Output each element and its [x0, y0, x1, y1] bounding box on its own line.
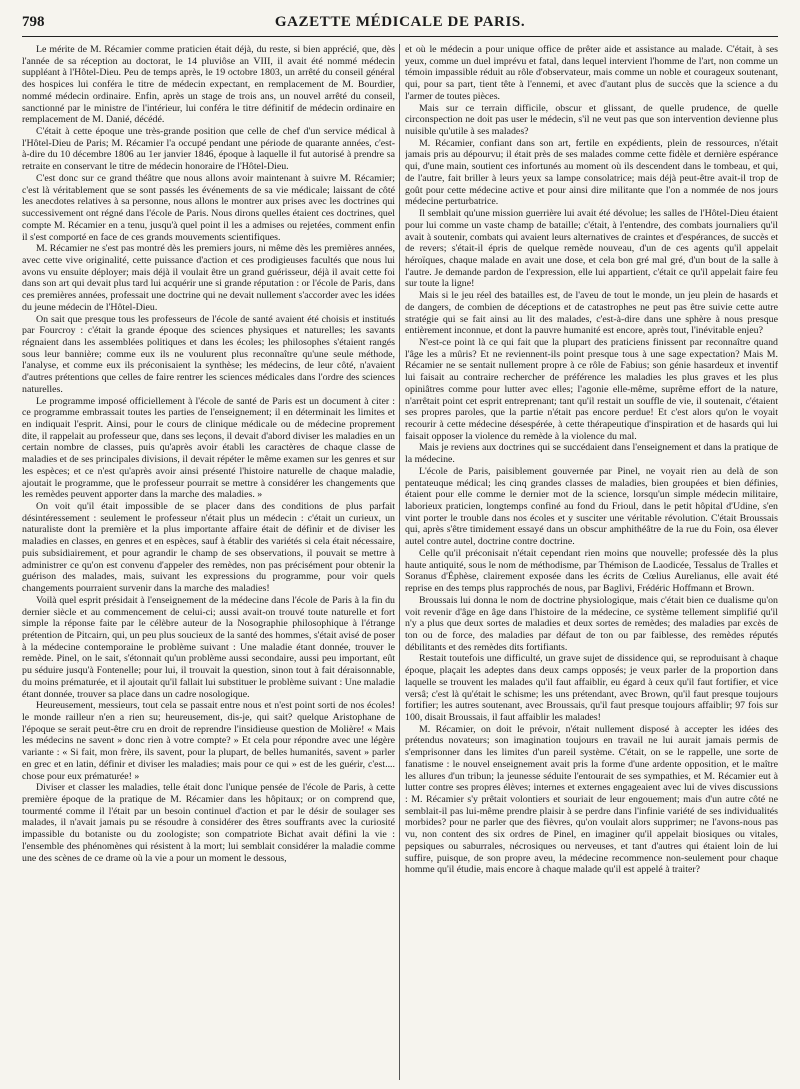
paragraph: M. Récamier, on doit le prévoir, n'était nullement disposé à accepter les idées des prétendus novateurs; son imagination toujours en travail ne lui aurait jamais permis de s'emprisonner dans les limites d'un pareil système. C'était, on se le rappelle, une sorte de fanatisme : le nouvel enseignement avait pris la forme d'une ardente opposition, et le maître les allures d'un tribun; la jeunesse séduite l'entourait de ses sympathies, et M. Récamier eut à lutter contre ses propres élèves; internes et externes engageaient avec lui de vives discussions : M. Récamier s'y prêtait volontiers et souriait de leur engouement; mais d'un autre côté ne semblait-il pas lui-même prendre plaisir à se perdre dans l'infinie variété de ses individualités morbides? pour ne parler que des fièvres, qu'on voulait alors supprimer; ne l'avons-nous pas vu, non content des six ordres de Pinel, en imaginer qu'il appelait biosiques ou vitales, pepsiques ou saburrales, nécrosiques ou nerveuses, et tant d'autres qui étaient loin de lui suffire, puisque, de son propre aveu, la médecine recommence non-seulement pour chaque homme qu'il étudie, mais encore à chaque malade qu'il est appelé à traiter?: [405, 723, 778, 876]
paragraph: Voilà quel esprit présidait à l'enseignement de la médecine dans l'école de Paris à la fin du dernier siècle et au commencement de celui-ci; aussi avait-on trouvé toute naturelle et fort simple la réponse faite par le célèbre auteur de la Nosographie philosophique à l'étrange prétention de Pitcairn, qui, un peu plus soucieux de la santé des hommes, s'était avisé de poser à la médecine contemporaine le problème suivant : Une maladie étant donnée, trouver le remède. Pinel, on le sait, s'étonnait qu'un problème aussi secondaire, aussi peu important, eût pu séduire jusqu'à Fontenelle; pour lui, il trouvait la question, sinon tout à fait déraisonnable, du moins prématurée, et il ajoutait qu'il fallait lui substituer le problème suivant : Une maladie étant donnée, trouver sa place dans un cadre nosologique.: [22, 594, 395, 700]
paragraph: Le programme imposé officiellement à l'école de santé de Paris est un document à citer : ce programme embrassait toutes les parties de l'enseignement; il en déterminait les limites et en indiquait l'esprit. Ainsi, pour le cours de clinique médicale ou de médecine proprement dite, il rappelait au professeur que, dans ses leçons, il devait d'abord diviser les maladies en un certain nombre de classes, puis qu'après avoir établi les caractères de chaque classe de maladies et de ses principales divisions, il devait répéter le même examen sur les genres et sur les espèces; et ce n'est qu'après avoir ainsi présenté l'histoire naturelle de chaque maladie, ajoutait le programme, que le professeur pourrait se mettre à considérer les changements que les remèdes peuvent apporter dans la marche des maladies. »: [22, 395, 395, 501]
paragraph: M. Récamier ne s'est pas montré dès les premiers jours, ni même dès les premières années, avec cette vive originalité, cette puissance d'action et ces prodigieuses facultés que nous lui avons vu ensuite déployer; mais déjà il voulait être un grand guérisseur, déjà il avait cette foi dans son art qui devait plus tard lui acquérir une si grande réputation : or l'école de Paris, dans ces premières années, professait une doctrine qui ne devait nullement s'accorder avec les idées du jeune médecin de l'Hôtel-Dieu.: [22, 243, 395, 313]
journal-title: GAZETTE MÉDICALE DE PARIS.: [274, 14, 526, 30]
paragraph: C'est donc sur ce grand théâtre que nous allons avoir maintenant à suivre M. Récamier; c'est là véritablement que se sont passés les événements de sa vie médicale; laissant de côté les anecdotes relatives à sa personne, nous allons le montrer aux prises avec les doctrines qui successivement ont régné dans l'école de Paris. Nous dirons quelles étaient ces doctrines, quel compte M. Récamier en a tenu, jusqu'à quel point il les a admises ou rejetées, comment enfin il s'est comporté en face de ces grands mouvements scientifiques.: [22, 172, 395, 243]
paragraph: L'école de Paris, paisiblement gouvernée par Pinel, ne voyait rien au delà de son pentateuque médical; les cinq grandes classes de maladies, bien groupées et bien définies, étaient pour elle comme le dernier mot de la science, lorsqu'un simple médecin militaire, laborieux praticien, longtemps confiné au fond du Frioul, dans le petit hôpital d'Udine, s'en vint porter le trouble dans nos écoles et y susciter une véritable révolution. C'était Broussais qui, après s'être timidement essayé dans un obscur amphithéâtre de la rue du Foin, osa élever autel contre autel, doctrine contre doctrine.: [405, 465, 778, 548]
paragraph: On voit qu'il était impossible de se placer dans des conditions de plus parfait désintéressement : seulement le professeur n'était plus un médecin : c'était un curieux, un naturaliste dont la première et la plus importante affaire était de définir et de diviser les maladies en classes, en genres et en espèces, sauf à établir des variétés si cela était nécessaire, puis subsidiairement, et pour agrandir le champ de ses observations, il pouvait se mettre à administrer ce qu'on est convenu d'appeler des remèdes, non pas précisément pour obtenir la guérison des malades, mais, suivant les expressions du programme, pour voir quels changements pourraient survenir dans la marche des maladies!: [22, 501, 395, 595]
paragraph: et où le médecin a pour unique office de prêter aide et assistance au malade. C'était, à ses yeux, comme un duel imprévu et fatal, dans lequel intervient l'homme de l'art, non comme un témoin impassible réduit au rôle d'observateur, mais comme un noble et courageux soutenant, qui, pour sa part, tient tête à l'ennemi, et avec d'autant plus de succès que la science a du l'armer de toutes pièces.: [405, 44, 778, 102]
paragraph: Restait toutefois une difficulté, un grave sujet de dissidence qui, se reproduisant à chaque époque, plaçait les adeptes dans deux camps opposés; je veux parler de la proportion dans laquelle se trouvent les malades qu'il faut affaiblir, eu égard à ceux qu'il faut fortifier, et vice versâ; c'est là qu'était le schisme; les uns prétendant, avec Brown, qu'il faut presque toujours fortifier; les autres soutenant, avec Broussais, qu'il faut presque toujours affaiblir; 97 fois sur 100, disait Broussais, il faut affaiblir les malades!: [405, 653, 778, 723]
right-column: [405, 44, 778, 1080]
paragraph: Mais sur ce terrain difficile, obscur et glissant, de quelle prudence, de quelle circonspection ne doit pas user le médecin, s'il ne veut pas que son intervention devienne plus nuisible qu'utile à ses malades?: [405, 102, 778, 138]
paragraph: N'est-ce point là ce qui fait que la plupart des praticiens finissent par reconnaître quand l'âge les a mûris? Et ne reviennent-ils point presque tous à une sage expectation? Mais M. Récamier ne se sentait nullement propre à ce rôle de Fabius; son génie hasardeux et inventif lui faisait au contraire rechercher de préférence les maladies les plus graves et les plus opiniâtres comme pour lutter avec elles; l'agonie elle-même, suprême effort de la nature, n'arrêtait point cet esprit entreprenant; tant qu'il restait un souffle de vie, il soutenait, c'étaient ses propres paroles, que la partie n'était pas encore perdue! Et c'est alors qu'on le voyait recourir à cette médecine désespérée, à cette thérapeutique d'inspiration et de hasards qui lui faisait opposer la violence du remède à la violence du mal.: [405, 336, 778, 442]
running-head: [22, 14, 778, 37]
paragraph: M. Récamier, confiant dans son art, fertile en expédients, plein de ressources, n'était jamais pris au dépourvu; il était près de ses malades comme cette fidèle et dernière espérance qui, d'une main, soutient ces infortunés au moment où ils descendent dans le tombeau, et qui, de l'autre, fait briller à leurs yeux sa lampe consolatrice; mais déjà peut-être avait-il trop de goût pour cette médecine active et pour ainsi dire militante que l'on a nommée de nos jours médecine perturbatrice.: [405, 137, 778, 208]
paragraph: Celle qu'il préconisait n'était cependant rien moins que nouvelle; professée dès la plus haute antiquité, sous le nom de méthodisme, par Thémison de Laodicée, Tessalus de Tralles et Soranus d'Éphèse, clairement exposée dans les écrits de Cœlius Aurelianus, elle avait été reprise en des temps plus rapprochés de nous, par Baglivi, Frédéric Hoffmann et Brown.: [405, 547, 778, 595]
paragraph: C'était à cette époque une très-grande position que celle de chef d'un service médical à l'Hôtel-Dieu de Paris; M. Récamier l'a occupé pendant une période de quarante années, c'est-à-dire du 10 décembre 1806 au 1er janvier 1846, époque à laquelle il fut autorisé à prendre sa retraite en conservant le titre de médecin honoraire de l'Hôtel-Dieu.: [22, 126, 395, 173]
column-divider: [399, 44, 400, 1080]
paragraph: Il semblait qu'une mission guerrière lui avait été dévolue; les salles de l'Hôtel-Dieu étaient pour lui comme un vaste champ de bataille; c'était, à l'entendre, des combats journaliers qu'il avait à soutenir, combats qui avaient leurs alternatives de craintes et d'espérances, de succès et de revers; s'était-il épris de quelque remède nouveau, d'un de ces agents qu'il appelait héroïques, chaque malade en avait une dose, et cela bon gré mal gré, d'un bout de la salle à l'autre. Je demande pardon de l'expression, elle lui appartient, c'était ce qu'il appelait faire feu sur toute la ligne!: [405, 208, 778, 290]
page-number: 798: [22, 14, 45, 30]
paragraph: Heureusement, messieurs, tout cela se passait entre nous et n'est point sorti de nos écoles! le monde railleur n'en a rien su; heureusement, dis-je, qui sait? quelque Aristophane de l'époque se serait peut-être cru en droit de reprendre l'insidieuse question de Molière! « Mais les médecins ne savent » donc rien à votre compte? » Et cela pour répondre avec une légère variante : « Si fait, mon frère, ils savent, pour la plupart, de belles humanités, savent » parler en grec et en latin, définir et diviser les maladies; mais pour ce qui » est de les guérir, c'est.... chose pour eux prématurée! »: [22, 700, 395, 782]
paragraph: Le mérite de M. Récamier comme praticien était déjà, du reste, si bien apprécié, que, dès l'année de sa réception au doctorat, le 14 pluviôse an VIII, il avait été nommé médecin suppléant à l'Hôtel-Dieu. Peu de temps après, le 19 octobre 1803, un arrêté du conseil général des hospices lui conféra le titre de médecin expectant, en remplacement de M. Bourdier, nommé médecin ordinaire. Enfin, après un stage de trois ans, un nouvel arrêté du conseil, sanctionné par le ministre de l'intérieur, lui conféra le titre définitif de médecin ordinaire en remplacement de M. Danié, décédé.: [22, 44, 395, 126]
paragraph: Broussais lui donna le nom de doctrine physiologique, mais c'était bien ce dualisme qu'on voit revenir d'âge en âge dans l'histoire de la médecine, ce système tellement simplifié qu'il n'y a plus que deux sortes de maladies et deux sortes de remèdes; des maladies par excès de ton ou de force, des maladies par défaut de ton ou par faiblesse, des remèdes réputés débilitants et des remèdes dits fortifiants.: [405, 594, 778, 653]
paragraph: Diviser et classer les maladies, telle était donc l'unique pensée de l'école de Paris, à cette première époque de la pratique de M. Récamier dans les hôpitaux; or on comprend que, tourmenté comme il l'était par un besoin continuel d'action et par le désir de soulager ses malades, il n'avait jamais pu se résoudre à considérer des êtres souffrants avec la curiosité impassible du botaniste ou du zoologiste; son compatriote Bichat avait défini la vie : l'ensemble des phénomènes qui résistent à la mort; lui semblait considérer la maladie comme une des scènes de ce drame où la vie a pour un moment le dessous,: [22, 782, 395, 864]
left-column: [22, 44, 395, 1080]
paragraph: On sait que presque tous les professeurs de l'école de santé avaient été choisis et institués par Fourcroy : c'était la grande époque des sciences physiques et naturelles; les savants régnaient dans les assemblées politiques et dans les écoles; les philosophes s'étaient rangés sous leur bannière; comme eux ils ne voulurent plus reconnaître qu'une seule méthode, l'analyse, et comme eux ils préconisaient la synthèse; les médecins, de leur côté, n'avaient d'autres prétentions que celles de faire rentrer les sciences médicales dans l'ordre des sciences naturelles.: [22, 313, 395, 395]
paragraph: Mais si le jeu réel des batailles est, de l'aveu de tout le monde, un jeu plein de hasards et de dangers, de combien de déceptions et de catastrophes ne peut pas être suivie cette autre stratégie qui se fait ainsi au lit des malades, c'est-à-dire dans une sphère à nous presque entièrement inconnue, et dont la pauvre humanité est encore, après tout, l'inévitable enjeu?: [405, 290, 778, 337]
paragraph: Mais je reviens aux doctrines qui se succédaient dans l'enseignement et dans la pratique de la médecine.: [405, 442, 778, 466]
